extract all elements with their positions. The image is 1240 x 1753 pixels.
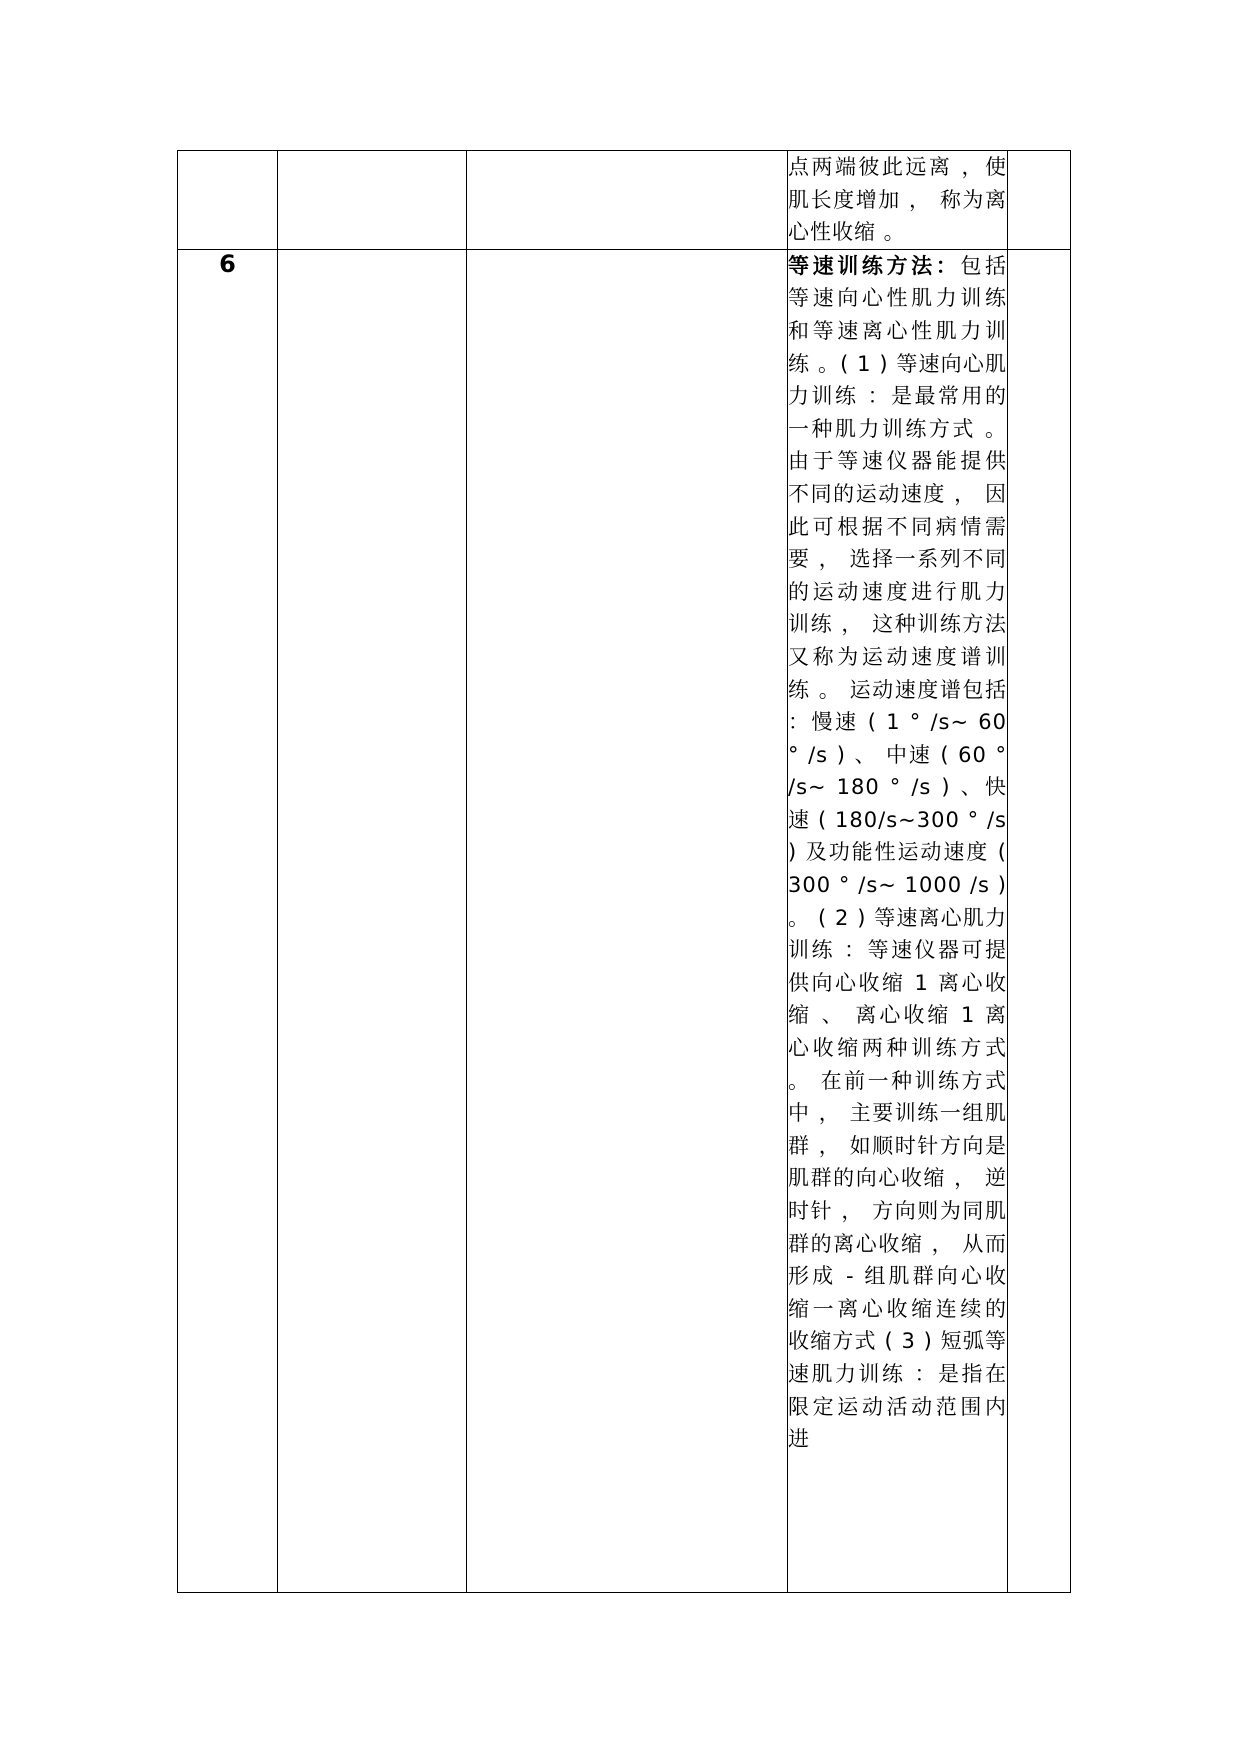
row-number-cell: 6 [178,249,278,1592]
content-cell [788,151,1008,250]
empty-cell [278,249,467,1592]
content-lead: 等速训练方法： [788,253,961,278]
row-number-cell [178,151,278,250]
empty-cell [1008,151,1071,250]
table-row [178,249,1071,1592]
empty-cell [1008,249,1071,1592]
empty-cell [278,151,467,250]
empty-cell [467,249,788,1592]
content-text: 包括等速向心性肌力训练和等速离心性肌力训练 。( 1 ) 等速向心肌力训练 ：是最常用的一种肌力训练方式 。 由于等速仪器能提供不同的运动速度 ， 因此可根据不同病情需要 ， 选择一系列不同的运动速度进行肌力训练 ， 这种训练方法又称为运动速度谱训练 。 运动速度谱包括 ：慢速 ( 1 ° /s~ 60 ° /s ) 、 中速 ( 60 ° /s~ 180 ° /s ) 、快速 ( 180/s~300 ° /s ) 及功能性运动速度 ( 300 ° /s~ 1000 /s ) 。 ( 2 ) 等速离心肌力训练 ：等速仪器可提供向心收缩 1 离心收缩 、 离心收缩 1 离心收缩两种训练方式 。 在前一种训练方式中 ， 主要训练一组肌群 ， 如顺时针方向是肌群的向心收缩 ， 逆时针 ， 方向则为同肌群的离心收缩 ， 从而形成 - 组肌群向心收缩一离心收缩连续的收缩方式 ( 3 ) 短弧等速肌力训练 ：是指在限定运动活动范围内进 [788,253,1007,1452]
empty-cell [467,151,788,250]
content-table [177,150,1071,1593]
table-row [178,151,1071,250]
content-cell [788,249,1008,1592]
content-text: 点两端彼此远离 ，使肌长度增加 ， 称为离心性收缩 。 [788,155,1007,245]
